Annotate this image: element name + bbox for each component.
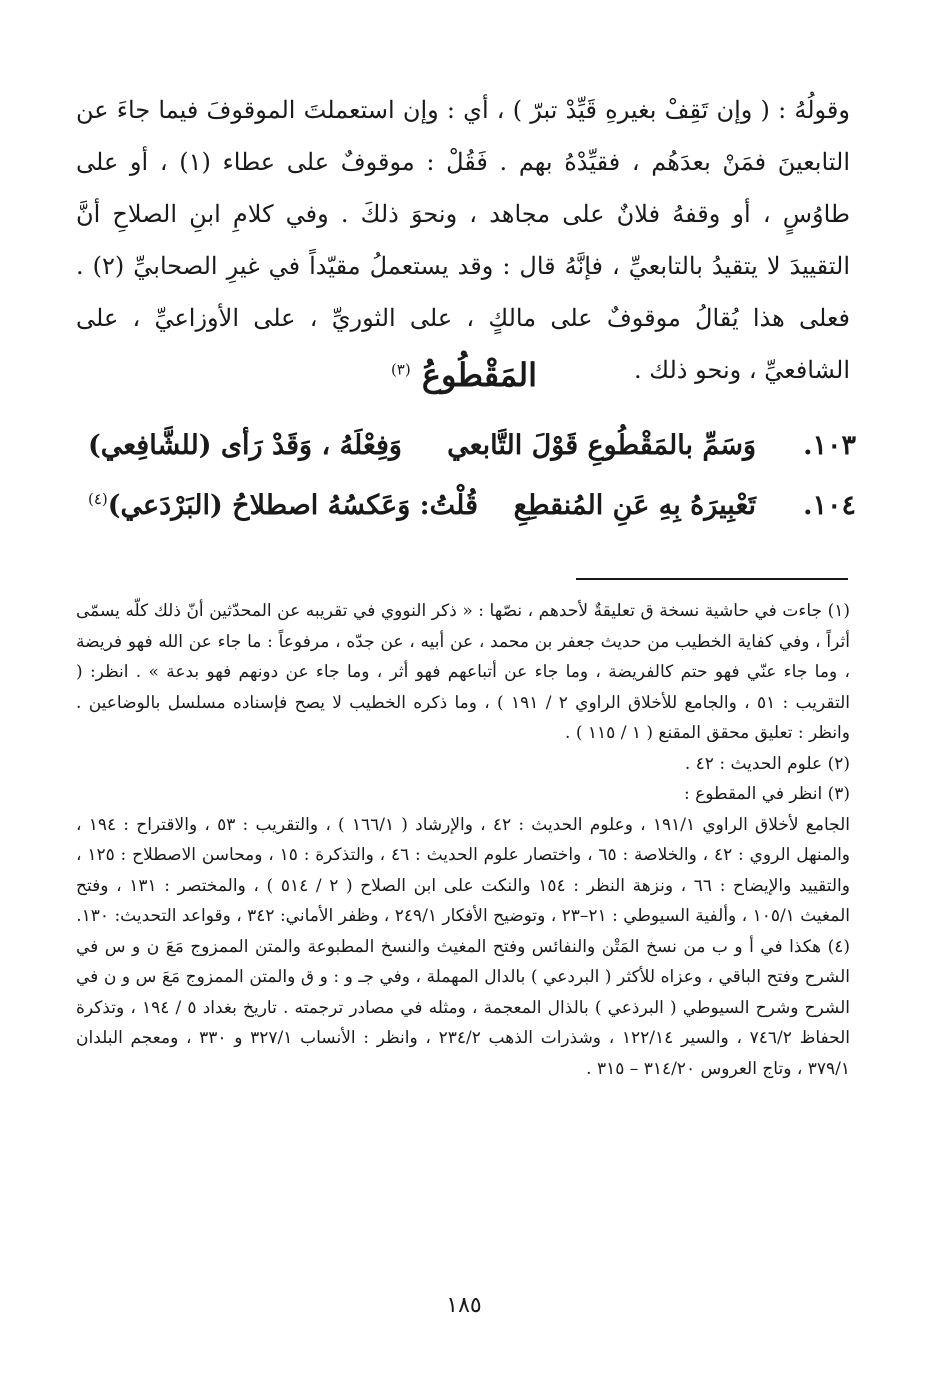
verse-second-hemistich <box>88 490 478 521</box>
section-title: المَقْطُوعُ <box>421 356 538 394</box>
footnote-3: (٣) انظر في المقطوع : <box>683 784 850 804</box>
footnotes <box>76 596 850 1084</box>
footnote-divider <box>576 578 848 580</box>
footnote-1: (١) جاءت في حاشية نسخة ق تعليقةٌ لأحدهم ، نصّها : « ذكر النووي في تقريبه عن المحدّثين أنّ ذلك كلّه يسمّى أثراً ، وفي كفاية الخطيب من حديث جعفر بن محمد ، عن أبيه ، عن جدّه ، مرفوعاً : ما جاء عن الله فهو فريضة ، وما جاء عنّي فهو حتم كالفريضة ، وما جاء عن أتباعهم فهو أثر ، وما جاء عن دونهم فهو بدعة » . انظر: ( التقريب : ٥١ ، والجامع للأخلاق الراوي ٢ / ١٩١ ) ، وما ذكره الخطيب لا يصح فإسناده مسلسل بالوضاعين . وانظر : تعليق محقق المقنع ( ١ / ١١٥ ) . <box>76 601 850 743</box>
verse-104 <box>76 490 856 540</box>
verse-number: ١٠٣. <box>803 430 856 461</box>
verse-second-hemistich-text: قُلْتُ: وَعَكسُهُ اصطلاحُ (البَرْدَعي) <box>107 490 479 521</box>
section-heading <box>0 356 928 394</box>
footnote-2: (٢) علوم الحديث : ٤٢ . <box>684 753 850 774</box>
verse-number: ١٠٤. <box>803 490 856 521</box>
verse-first-hemistich: تَعْبِيرَهُ بِهِ عَنِ المُنقطِعِ <box>513 490 756 521</box>
verse-first-hemistich: وَسَمِّ بالمَقْطُوعِ قَوْلَ التَّابعي <box>447 430 756 461</box>
verse-second-hemistich: وَفِعْلَهُ ، وَقَدْ رَأى (للشَّافِعي) <box>88 430 402 461</box>
commentary-paragraph: وقولُهُ : ( وإن تَقِفْ بغيرهِ قَيِّدْ تبرّ ) ، أي : وإن استعملتَ الموقوفَ فيما جاءَ عن التابعينَ فمَنْ بعدَهُم ، فقيِّدْهُ بهم . فَقُلْ : موقوفٌ على عطاء (١) ، أو على طاوُسٍ ، أو وقفهُ فلانٌ على مجاهد ، ونحوَ ذلكَ . وفي كلامِ ابنِ الصلاحِ أنَّ التقييدَ لا يتقيدُ بالتابعيِّ ، فإنَّهُ قال : وقد يستعملُ مقيّداً في غيرِ الصحابيِّ (٢) . فعلى هذا يُقالُ موقوفٌ على مالكٍ ، على الثوريِّ ، على الأوزاعيِّ ، على الشافعيِّ ، ونحو ذلك . <box>76 96 851 384</box>
main-text <box>76 84 850 396</box>
section-footnote-marker: (٣) <box>390 360 411 379</box>
page-number: ١٨٥ <box>446 1293 482 1318</box>
footnote-4: (٤) هكذا في أ و ب من نسخ المَتْن والنفائس وفتح المغيث والنسخ المطبوعة والمتن الممزوج مَعَ ن و س في الشرح وفتح الباقي ، وعزاه للأكثر ( البردعي ) بالدال المهملة ، وفي جـ و : و ق والمتن الممزوج مَعَ س و ن في الشرح وشرح السيوطي ( البرذعي ) بالذال المعجمة ، ومثله في مصادر ترجمته . تاريخ بغداد ٥ / ١٩٤ ، وتذكرة الحفاظ ٧٤٦/٢ ، والسير ١٢٢/١٤ ، وشذرات الذهب ٢٣٤/٢ ، وانظر : الأنساب ٣٢٧/١ و ٣٣٠ ، ومعجم البلدان ٣٧٩/١ ، وتاج العروس ٣١٤/٢٠ – ٣١٥ . <box>76 936 850 1079</box>
verse-footnote-marker: (٤) <box>88 490 108 508</box>
footnote-3-sources: الجامع لأخلاق الراوي ١٩١/١ ، وعلوم الحديث : ٤٢ ، والإرشاد ( ١٦٦/١ ) ، والتقريب : ٥٣ ، والاقتراح : ١٩٤ ، والمنهل الروي : ٤٢ ، والخلاصة : ٦٥ ، واختصار علوم الحديث : ٤٦ ، والتذكرة : ١٥ ، ومحاسن الاصطلاح : ١٢٥ ، والتقييد والإيضاح : ٦٦ ، ونزهة النظر : ١٥٤ والنكت على ابن الصلاح ( ٢ / ٥١٤ ) ، والمختصر : ١٣١ ، وفتح المغيث ١٠٥/١ ، وألفية السيوطي : ٢١–٢٣ ، وتوضيح الأفكار ٢٤٩/١ ، وظفر الأماني: ٣٤٢ ، وقواعد التحديث: ١٣٠. <box>76 814 851 926</box>
verse-103 <box>76 430 856 480</box>
